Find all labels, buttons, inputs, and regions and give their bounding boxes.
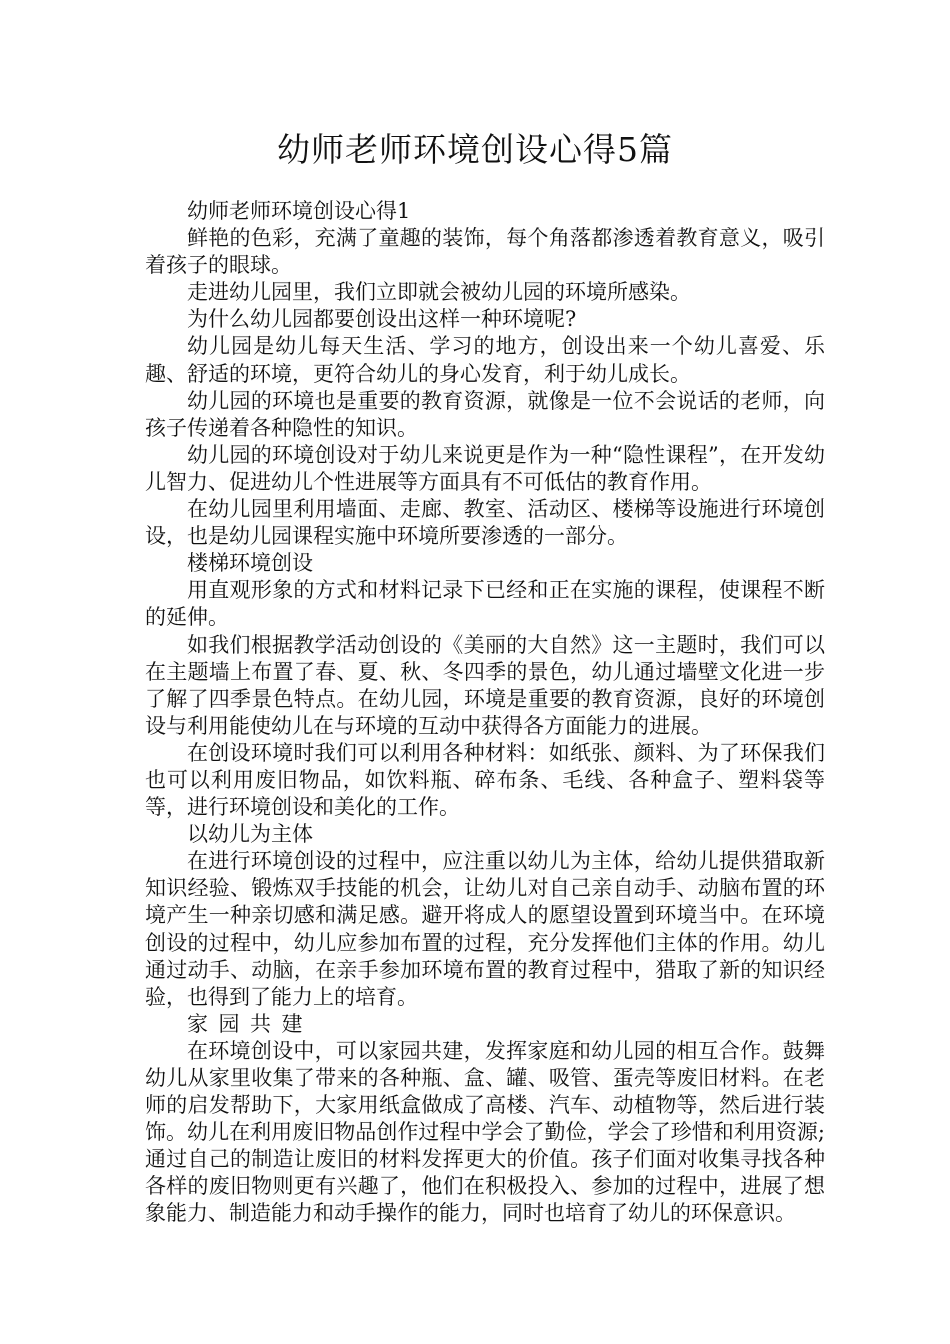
document-body: [145, 198, 825, 1228]
paragraph: 用直观形象的方式和材料记录下已经和正在实施的课程，使课程不断的延伸。: [145, 578, 825, 630]
paragraph: 鲜艳的色彩，充满了童趣的装饰，每个角落都渗透着教育意义，吸引着孩子的眼球。: [145, 226, 825, 278]
paragraph: 幼儿园的环境创设对于幼儿来说更是作为一种“隐性课程”，在开发幼儿智力、促进幼儿个性进展等方面具有不可低估的教育作用。: [145, 442, 825, 494]
paragraph: 在环境创设中，可以家园共建，发挥家庭和幼儿园的相互合作。鼓舞幼儿从家里收集了带来的各种瓶、盒、罐、吸管、蛋壳等废旧材料。在老师的启发帮助下，大家用纸盒做成了高楼、汽车、动植物等，然后进行装饰。幼儿在利用废旧物品创作过程中学会了勤俭，学会了珍惜和利用资源;通过自己的制造让废旧的材料发挥更大的价值。孩子们面对收集寻找各种各样的废旧物则更有兴趣了，他们在积极投入、参加的过程中，进展了想象能力、制造能力和动手操作的能力，同时也培育了幼儿的环保意识。: [145, 1038, 825, 1226]
paragraph: 走进幼儿园里，我们立即就会被幼儿园的环境所感染。: [187, 280, 691, 305]
paragraph: 在进行环境创设的过程中，应注重以幼儿为主体，给幼儿提供猎取新知识经验、锻炼双手技能的机会，让幼儿对自己亲自动手、动脑布置的环境产生一种亲切感和满足感。避开将成人的愿望设置到环境当中。在环境创设的过程中，幼儿应参加布置的过程，充分发挥他们主体的作用。幼儿通过动手、动脑，在亲手参加环境布置的教育过程中，猎取了新的知识经验，也得到了能力上的培育。: [145, 849, 825, 1009]
subtitle-heading: 幼师老师环境创设心得1: [187, 199, 411, 223]
paragraph: 在创设环境时我们可以利用各种材料：如纸张、颜料、为了环保我们也可以利用废旧物品，如饮料瓶、碎布条、毛线、各种盒子、塑料袋等等，进行环境创设和美化的工作。: [145, 740, 825, 820]
paragraph: 为什么幼儿园都要创设出这样一种环境呢?: [187, 307, 577, 332]
paragraph: 如我们根据教学活动创设的《美丽的大自然》这一主题时，我们可以在主题墙上布置了春、夏、秋、冬四季的景色，幼儿通过墙壁文化进一步了解了四季景色特点。在幼儿园，环境是重要的教育资源，良好的环境创设与利用能使幼儿在与环境的互动中获得各方面能力的进展。: [145, 632, 825, 738]
paragraph: 在幼儿园里利用墙面、走廊、教室、活动区、楼梯等设施进行环境创设，也是幼儿园课程实施中环境所要渗透的一部分。: [145, 497, 825, 549]
section-heading: 家园共建: [187, 1011, 313, 1036]
paragraph: 幼儿园是幼儿每天生活、学习的地方，创设出来一个幼儿喜爱、乐趣、舒适的环境，更符合幼儿的身心发育，利于幼儿成长。: [145, 334, 825, 386]
document-title: 幼师老师环境创设心得5篇: [277, 130, 673, 169]
paragraph: 幼儿园的环境也是重要的教育资源，就像是一位不会说话的老师，向孩子传递着各种隐性的知识。: [145, 388, 825, 440]
section-heading: 以幼儿为主体: [187, 822, 313, 847]
section-heading: 楼梯环境创设: [187, 551, 313, 576]
